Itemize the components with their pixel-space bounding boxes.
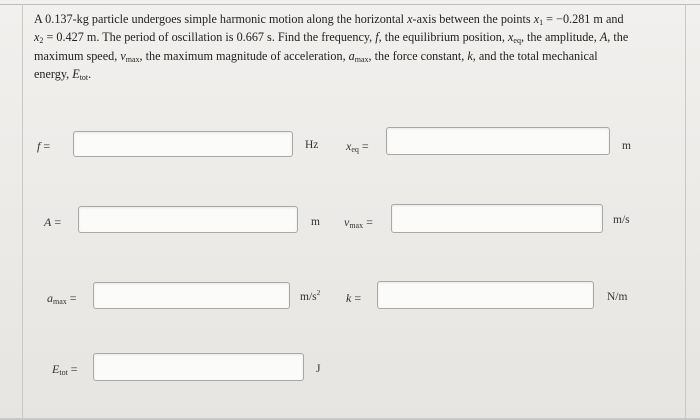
max-acceleration-label [47,291,77,306]
max-speed-unit: m/s [613,214,630,226]
problem-text: 1 [539,18,544,27]
problem-text: eq [513,36,521,46]
equals-sign: = [363,215,373,229]
max-acceleration-unit [300,288,321,303]
problem-text: , and the total mechanical [472,48,598,63]
equals-sign: = [40,139,51,153]
problem-text: A [599,30,608,45]
equilibrium-position-unit: m [622,140,631,152]
force-constant-label [346,291,361,306]
problem-line-4 [34,65,674,83]
total-energy-unit: J [316,363,321,375]
problem-text: max [125,54,140,64]
amplitude-label [44,215,61,230]
problem-text: 2 [39,36,44,46]
problem-text: a [348,48,355,63]
problem-text: . [88,66,92,81]
force-constant-symbol: k [346,291,352,305]
problem-text: v [120,48,126,63]
problem-text: -axis between the points [412,12,534,26]
max-acceleration-symbol: a [47,291,53,305]
amplitude-input[interactable] [78,206,298,233]
problem-text: k [467,48,473,63]
problem-text: E [72,66,80,81]
problem-text: , the maximum magnitude of acceleration, [139,48,349,63]
problem-text: , the force constant, [368,48,468,63]
max-acceleration-unit-text: m/s [300,291,317,303]
equilibrium-position-label [346,139,369,154]
equilibrium-subscript: eq [351,145,359,154]
problem-text: x [507,30,514,45]
equals-sign: = [351,291,362,305]
problem-statement [34,10,674,83]
frequency-symbol: f [37,139,41,153]
problem-text: x [533,12,540,26]
max-speed-label [344,215,373,230]
problem-line-2 [34,28,674,46]
problem-text: x [34,30,40,45]
problem-text: A 0.137-kg particle undergoes simple harmonic motion along the horizontal [34,12,408,26]
problem-text: energy, [34,66,73,81]
max-speed-symbol: v [344,215,350,229]
total-energy-label [52,362,78,377]
equilibrium-position-input[interactable] [386,127,610,155]
problem-text: x [407,12,413,26]
problem-text: , the amplitude, [520,30,600,45]
problem-text: tot [79,72,89,82]
max-acceleration-unit-exponent: 2 [316,288,321,297]
frequency-label [37,139,50,154]
total-energy-symbol: E [52,362,60,376]
total-energy-input[interactable] [93,353,304,381]
problem-text: maximum speed, [34,48,121,63]
problem-text: = −0.281 m and [543,12,624,26]
problem-text: f [375,30,379,45]
force-constant-unit: N/m [607,291,628,303]
problem-text: , the [607,30,629,45]
total-energy-subscript: tot [59,368,68,377]
force-constant-input[interactable] [377,281,594,309]
max-speed-subscript: max [349,221,364,230]
problem-text: = 0.427 m. The period of oscillation is 0.667 s. Find the frequency, [43,30,376,45]
frequency-unit: Hz [305,139,319,151]
frequency-input[interactable] [73,131,293,157]
amplitude-symbol: A [44,215,52,229]
amplitude-unit: m [311,216,320,228]
equals-sign: = [358,139,369,153]
equals-sign: = [67,362,78,376]
problem-line-3 [34,47,674,65]
equals-sign: = [51,215,62,229]
max-speed-input[interactable] [391,204,603,233]
problem-text: , the equilibrium position, [378,30,508,45]
problem-text: max [354,54,369,64]
equilibrium-symbol: x [346,139,352,153]
max-acceleration-subscript: max [53,297,67,306]
max-acceleration-input[interactable] [93,282,290,309]
problem-line-1 [34,10,674,28]
equals-sign: = [66,291,77,305]
